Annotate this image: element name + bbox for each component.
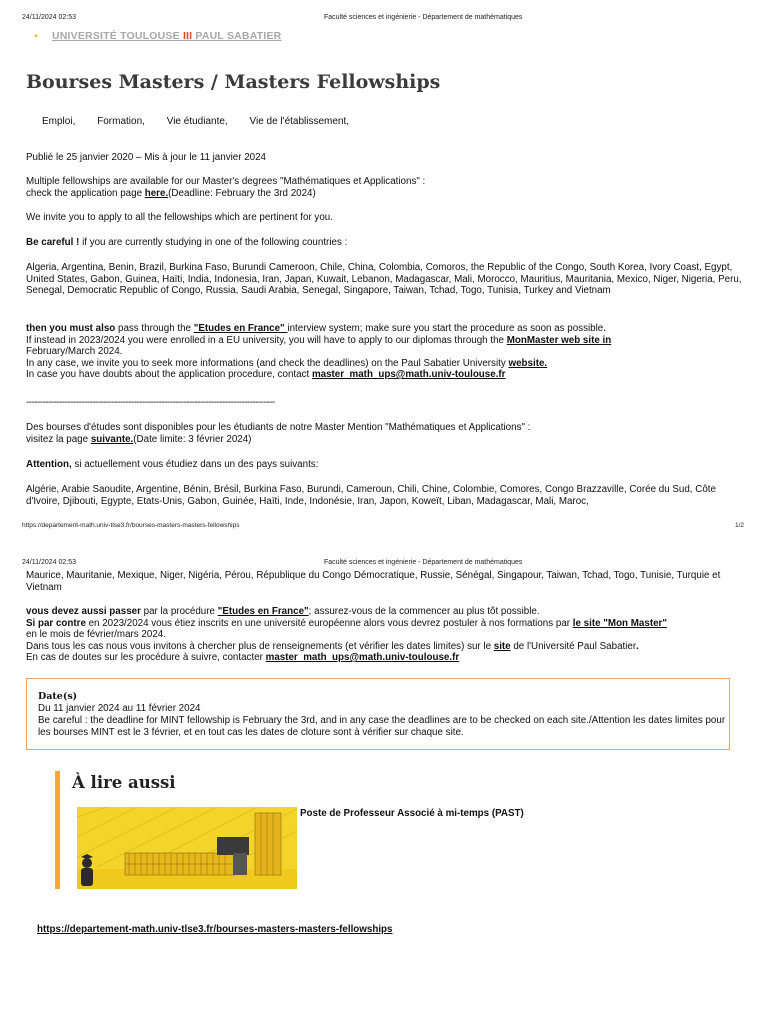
fr-countries-list-part2: Maurice, Mauritanie, Mexique, Niger, Nigéria, Pérou, République du Congo Démocratique, Russie, Sénégal, Singapour, Taiwan, Tchad, Togo, Tunisie, Turquie et Vietnam: [26, 570, 721, 593]
suivante-link[interactable]: suivante.: [90, 433, 134, 445]
print-footer-page: 1/2: [735, 522, 745, 529]
fr-attention-paragraph: Attention, si actuellement vous étudiez dans un des pays suivants:: [26, 459, 319, 470]
en-careful-paragraph: Be careful ! if you are currently studying in one of the following countries :: [26, 237, 348, 248]
en-intro-paragraph: Multiple fellowships are available for our Master's degrees "Mathématiques et Applications" : check the application page here.(Deadline: February the 3rd 2024): [26, 176, 426, 199]
logo-bullet-icon: ▪: [34, 30, 38, 42]
print-header-datetime-2: 24/11/2024 02:53: [22, 559, 76, 566]
dates-range: Du 11 janvier 2024 au 11 février 2024: [38, 703, 201, 714]
etudes-en-france-link-en[interactable]: "Etudes en France": [193, 323, 288, 334]
print-header-title-2: Faculté sciences et ingénierie - Département de mathématiques: [324, 559, 523, 566]
bottom-page-url[interactable]: https://departement-math.univ-tlse3.fr/bourses-masters-masters-fellowships: [37, 924, 393, 935]
fr-intro-paragraph: Des bourses d'études sont disponibles pour les étudiants de notre Master Mention "Mathématiques et Applications" : visitez la page suivante.(Date limite: 3 février 2024): [26, 422, 531, 445]
building-illustration-icon: [77, 807, 297, 889]
related-article-thumbnail[interactable]: [77, 807, 297, 889]
fr-countries-list-part1: Algérie, Arabie Saoudite, Argentine, Bénin, Brésil, Burkina Faso, Burundi, Cameroun, Chili, Chine, Colombie, Comores, Congo Brazzaville, Corée du Sud, Côte d'Ivoire, Djibouti, Egypte, Etats-Unis, Gabon, Guinée, Haïti, Inde, Indonésie, Iran, Japon, Koweït, Liban, Madagascar, Mali, Maroc,: [26, 484, 716, 507]
monmaster-link-en[interactable]: MonMaster web site in: [506, 334, 612, 346]
fr-procedure-paragraph: vous devez aussi passer par la procédure "Etudes en France"; assurez-vous de la commencer au plus tôt possible. Si par contre en 2023/2024 vous étiez inscrits en une université européenne alors vous devrez postuler à nos formations par le site "Mon Master" en le mois de février/mars 2024. Dans tous les cas nous vous invitons à chercher plus de renseignements (et vérifier les dates limites) sur le site de l'Université Paul Sabatier. En cas de doutes sur les procédure à suivre, contacter master_math_ups@math.univ-toulouse.fr: [26, 606, 667, 663]
print-header-title: Faculté sciences et ingénierie - Département de mathématiques: [324, 14, 523, 21]
see-also-heading: À lire aussi: [72, 773, 176, 792]
en-invite-paragraph: We invite you to apply to all the fellowships which are pertinent for you.: [26, 212, 333, 223]
print-footer-url: https://departement-math.univ-tlse3.fr/bourses-masters-masters-fellowships: [22, 522, 240, 529]
etudes-en-france-link-fr[interactable]: "Etudes en France": [217, 606, 309, 617]
en-countries-list: Algeria, Argentina, Benin, Brazil, Burkina Faso, Burundi Cameroon, Chile, China, Colombia, Comoros, the Republic of the Congo, South Korea, Ivory Coast, Egypt, United States, Gabon, Guinea, Haïti, India, Indonesia, Iran, Japan, Kuwait, Lebanon, Madagascar, Mali, Morocco, Mauritius, Mauritania, Mexico, Niger, Nigeria, Peru, Senegal, Democratic Republic of Congo, Russia, Saudi Arabia, Senegal, Singapore, Taiwan, Tchad, Togo, Tunisia, Turkey and Vietnam: [26, 262, 742, 296]
tag-vie-etablissement[interactable]: Vie de l'établissement,: [249, 116, 350, 127]
contact-email-link-fr[interactable]: master_math_ups@math.univ-toulouse.fr: [265, 652, 460, 663]
see-also-accent-bar: [55, 771, 60, 889]
dates-box: [26, 678, 730, 750]
monmaster-link-fr[interactable]: le site "Mon Master": [572, 617, 667, 629]
category-tags: [42, 116, 368, 127]
tag-emploi[interactable]: Emploi,: [42, 116, 76, 127]
university-site-link-fr[interactable]: site: [493, 640, 511, 652]
tag-vie-etudiante[interactable]: Vie étudiante,: [166, 116, 228, 127]
contact-email-link-en[interactable]: master_math_ups@math.univ-toulouse.fr: [311, 369, 506, 380]
publication-date: Publié le 25 janvier 2020 – Mis à jour le 11 janvier 2024: [26, 152, 266, 163]
en-procedure-paragraph: then you must also pass through the "Etudes en France" interview system; make sure you start the procedure as soon as possible. If instead in 2023/2024 you were enrolled in a EU university, you will have to apply to our diplomas through the MonMaster web site in February/March 2024. In any case, we invite you to seek more informations (and check the deadlines) on the Paul Sabatier University website. In case you have doubts about the application procedure, contact master_math_ups@math.univ-toulouse.fr: [26, 323, 612, 380]
university-logo[interactable]: ▪ UNIVERSITÉ TOULOUSE III PAUL SABATIER: [34, 30, 282, 42]
related-article-title[interactable]: Poste de Professeur Associé à mi-temps (PAST): [300, 808, 524, 819]
dates-note: Be careful : the deadline for MINT fellowship is February the 3rd, and in any case the deadlines are to be checked on each site./Attention les dates limites pour les bourses MINT est le 3 février, et en tout cas les dates de cloture sont à vérifier sur chaque site.: [38, 715, 726, 738]
separator-line: ------------------------------------------------------------------------------------------: [26, 397, 275, 408]
university-website-link-en[interactable]: website.: [508, 357, 548, 369]
application-page-link[interactable]: here.: [144, 187, 169, 199]
print-header-datetime: 24/11/2024 02:53: [22, 14, 76, 21]
page-title: Bourses Masters / Masters Fellowships: [26, 71, 441, 93]
tag-formation[interactable]: Formation,: [97, 116, 145, 127]
dates-label: Date(s): [38, 691, 78, 702]
